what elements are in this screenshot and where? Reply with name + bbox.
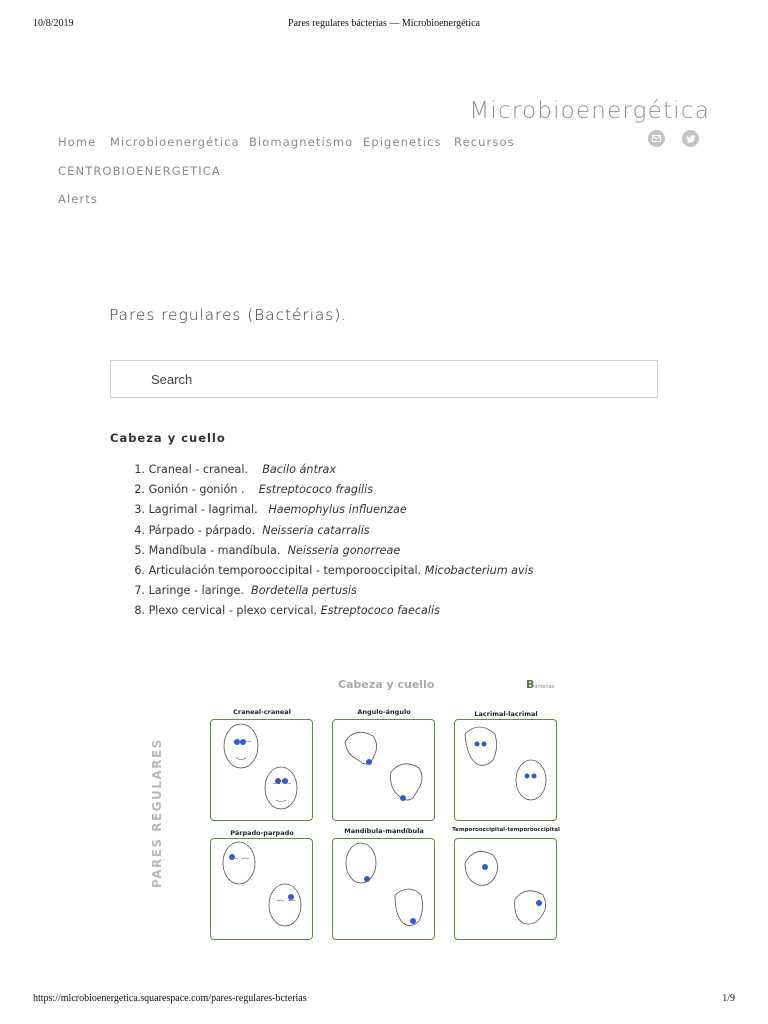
figure-pares-regulares xyxy=(148,668,568,948)
species-name: Bordetella pertusis xyxy=(251,584,357,598)
pair-name: Mandíbula - mandíbula. xyxy=(148,543,281,557)
panel-temporooccipital xyxy=(454,838,557,940)
list-number: 5. xyxy=(134,543,145,557)
list-number: 3. xyxy=(134,503,145,517)
pair-name: Craneal - craneal. xyxy=(148,463,249,476)
page-title: Pares regulares (Bactérias). xyxy=(109,306,348,324)
print-footer xyxy=(0,993,768,1007)
search-box xyxy=(110,360,658,398)
section-heading: Cabeza y cuello xyxy=(110,431,226,445)
print-date: 10/8/2019 xyxy=(33,18,74,29)
figure-vertical-label: PARES REGULARES xyxy=(150,738,164,888)
list-item xyxy=(110,581,670,601)
print-url: https://microbioenergetica.squarespace.com/pares-regulares-bcterias xyxy=(33,993,307,1004)
list-item xyxy=(110,521,670,541)
print-title: Pares regulares bácterias — Microbioenergética xyxy=(288,18,480,29)
figure-title: Cabeza y cuello xyxy=(338,678,435,691)
figure-brand-logo xyxy=(526,678,554,691)
panel-label: Párpado-parpado xyxy=(230,829,294,837)
list-item xyxy=(110,561,670,581)
nav-alerts[interactable]: Alerts xyxy=(58,192,98,206)
species-name: Haemophylus influenzae xyxy=(268,503,407,517)
list-item xyxy=(110,480,670,500)
nav-home[interactable]: Home xyxy=(58,135,97,149)
list-number: 7. xyxy=(134,584,145,598)
nav-epigenetics[interactable]: Epigenetics xyxy=(363,135,442,149)
species-name: Estreptococo faecalis xyxy=(320,604,440,618)
face-illustration xyxy=(211,839,313,940)
twitter-icon[interactable] xyxy=(682,130,699,147)
site-title-link[interactable]: Microbioenergética xyxy=(469,98,710,124)
list-item xyxy=(110,460,670,480)
print-page-number: 1/9 xyxy=(722,993,735,1004)
brand-initial: B xyxy=(526,678,535,691)
list-number: 6. xyxy=(134,563,145,577)
nav-microbioenergetica[interactable]: Microbioenergética xyxy=(110,135,240,149)
pair-name: Gonión - gonión . xyxy=(148,483,245,497)
list-number: 8. xyxy=(134,604,145,618)
list-number: 2. xyxy=(134,483,145,497)
pair-name: Lagrimal - lagrimal. xyxy=(148,503,258,517)
panel-mandibula xyxy=(332,838,435,940)
panel-label: Angulo-ángulo xyxy=(357,708,411,716)
head-illustration xyxy=(455,839,557,940)
nav-recursos[interactable]: Recursos xyxy=(454,135,515,149)
list-number: 4. xyxy=(134,523,145,537)
panel-angulo xyxy=(332,719,435,821)
brand-rest: acterias xyxy=(534,684,555,690)
nav-biomagnetismo[interactable]: Biomagnetismo xyxy=(249,135,354,149)
panel-label: Mandíbula-mandíbula xyxy=(344,827,424,835)
nav-centrobioenergetica[interactable]: CENTROBIOENERGETICA xyxy=(58,164,221,178)
list-item xyxy=(110,601,670,621)
species-name: Micobacterium avis xyxy=(424,563,534,577)
panel-parpado xyxy=(210,838,313,940)
panel-label: Lacrimal-lacrimal xyxy=(474,710,538,718)
species-name: Estreptococo fragilis xyxy=(258,483,374,497)
panel-label: Temporooccipital-temporooccipital xyxy=(452,827,560,833)
face-illustration xyxy=(333,839,435,940)
pair-name: Articulación temporooccipital - temporooccipital. xyxy=(148,563,422,577)
list-number: 1. xyxy=(134,463,145,476)
bacteria-list xyxy=(110,460,670,622)
panel-label: Craneal-craneal xyxy=(233,708,291,716)
species-name: Neisseria catarralis xyxy=(262,523,370,537)
list-item xyxy=(110,541,670,561)
panel-craneal xyxy=(210,719,313,821)
skull-illustration xyxy=(455,720,557,821)
pair-name: Párpado - párpado. xyxy=(148,523,256,537)
list-item xyxy=(110,500,670,520)
print-header xyxy=(0,18,768,32)
species-name: Neisseria gonorreae xyxy=(287,543,401,557)
search-input[interactable] xyxy=(111,361,657,397)
species-name: Bacilo ántrax xyxy=(262,463,336,476)
face-illustration xyxy=(211,720,313,821)
pair-name: Laringe - laringe. xyxy=(148,584,244,598)
email-icon[interactable] xyxy=(648,130,665,147)
skull-illustration xyxy=(333,720,435,821)
panel-lacrimal xyxy=(454,719,557,821)
pair-name: Plexo cervical - plexo cervical. xyxy=(148,604,318,618)
